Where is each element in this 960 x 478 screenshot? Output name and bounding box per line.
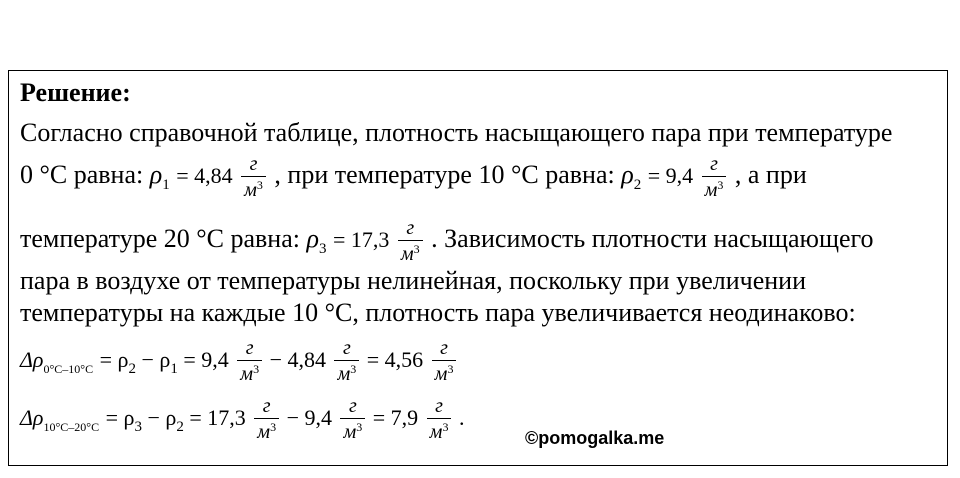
f2-minus: − ρ	[141, 404, 177, 430]
unit-denominator: м	[337, 363, 351, 385]
unit-denominator: м	[343, 421, 357, 443]
unit-numerator: г	[262, 395, 271, 417]
f2-lhs-subscript: 10°C–20°C	[43, 419, 100, 434]
unit-power: 3	[717, 178, 724, 192]
unit-denominator: м	[400, 243, 414, 265]
f2-value-1: = 17,3	[183, 404, 246, 430]
text-line-2	[20, 154, 807, 200]
rho2-value: = 9,4	[647, 162, 694, 188]
rho1-subscript: 1	[162, 176, 170, 193]
unit-fraction	[254, 396, 279, 442]
text-line-5: температуры на каждые 10 °С, плотность пара увеличивается неодинаково:	[20, 298, 856, 327]
f1-value-1: = 9,4	[177, 346, 229, 372]
unit-numerator: г	[406, 217, 415, 239]
rho3-subscript: 3	[318, 240, 327, 257]
text-line-4: пара в воздухе от температуры нелинейная, поскольку при увеличении	[20, 266, 807, 295]
f2-mid: = ρ	[105, 404, 135, 430]
line3-part-b: . Зависимость плотности насыщающего	[431, 223, 874, 253]
unit-numerator: г	[435, 395, 443, 417]
f2-sub-2: 2	[176, 418, 184, 435]
f1-lhs: Δρ	[20, 346, 44, 372]
unit-power: 3	[413, 242, 420, 256]
rho2-subscript: 2	[633, 176, 642, 193]
unit-fraction	[334, 338, 359, 384]
line2-part-a: 0 °С равна:	[20, 159, 144, 189]
f2-value-3: = 7,9	[367, 404, 419, 430]
rho3-value: = 17,3	[332, 226, 390, 252]
f1-value-2: − 4,84	[264, 346, 326, 372]
f2-lhs: Δρ	[20, 404, 44, 430]
unit-numerator: г	[710, 153, 718, 175]
unit-power: 3	[356, 420, 363, 434]
unit-denominator: м	[244, 179, 257, 201]
f1-lhs-subscript: 0°C–10°C	[43, 361, 94, 376]
line2-part-c: , а при	[734, 159, 807, 189]
line3-part-a: температуре 20 °С равна:	[20, 223, 300, 253]
unit-denominator: м	[429, 421, 443, 443]
unit-fraction	[398, 218, 423, 264]
unit-power: 3	[256, 178, 263, 192]
unit-fraction	[427, 396, 452, 442]
unit-numerator: г	[342, 337, 351, 359]
unit-power: 3	[350, 362, 357, 376]
f2-sub-3: 3	[134, 418, 142, 435]
unit-denominator: м	[434, 363, 448, 385]
unit-fraction	[702, 154, 727, 200]
unit-power: 3	[447, 362, 454, 376]
rho2-symbol: ρ	[621, 159, 634, 189]
f1-value-3: = 4,56	[361, 346, 424, 372]
rho1-value: = 4,84	[176, 162, 233, 188]
unit-denominator: м	[257, 421, 271, 443]
unit-fraction	[241, 154, 266, 200]
unit-power: 3	[442, 420, 449, 434]
unit-fraction	[432, 338, 457, 384]
f1-minus: − ρ	[135, 346, 171, 372]
unit-denominator: м	[704, 179, 718, 201]
f1-sub-2: 2	[128, 360, 136, 377]
formula-2	[20, 396, 464, 442]
formula-1	[20, 338, 458, 384]
watermark: ©pomogalka.me	[525, 428, 665, 448]
unit-fraction	[237, 338, 262, 384]
unit-numerator: г	[249, 153, 258, 175]
f2-value-2: − 9,4	[281, 404, 332, 430]
f1-mid: = ρ	[99, 346, 129, 372]
unit-numerator: г	[348, 395, 357, 417]
rho3-symbol: ρ	[306, 223, 319, 253]
unit-numerator: г	[440, 337, 448, 359]
unit-power: 3	[270, 420, 277, 434]
text-line-3	[20, 218, 874, 264]
f1-sub-1: 1	[170, 360, 178, 377]
unit-numerator: г	[245, 337, 254, 359]
solution-title: Решение:	[20, 78, 131, 107]
rho1-symbol: ρ	[149, 159, 163, 189]
unit-denominator: м	[240, 363, 254, 385]
unit-fraction	[340, 396, 365, 442]
f2-end: .	[453, 404, 465, 430]
line2-part-b: , при температуре 10 °С равна:	[274, 159, 615, 189]
text-line-1: Согласно справочной таблице, плотность насыщающего пара при температуре	[20, 118, 893, 147]
unit-power: 3	[253, 362, 260, 376]
